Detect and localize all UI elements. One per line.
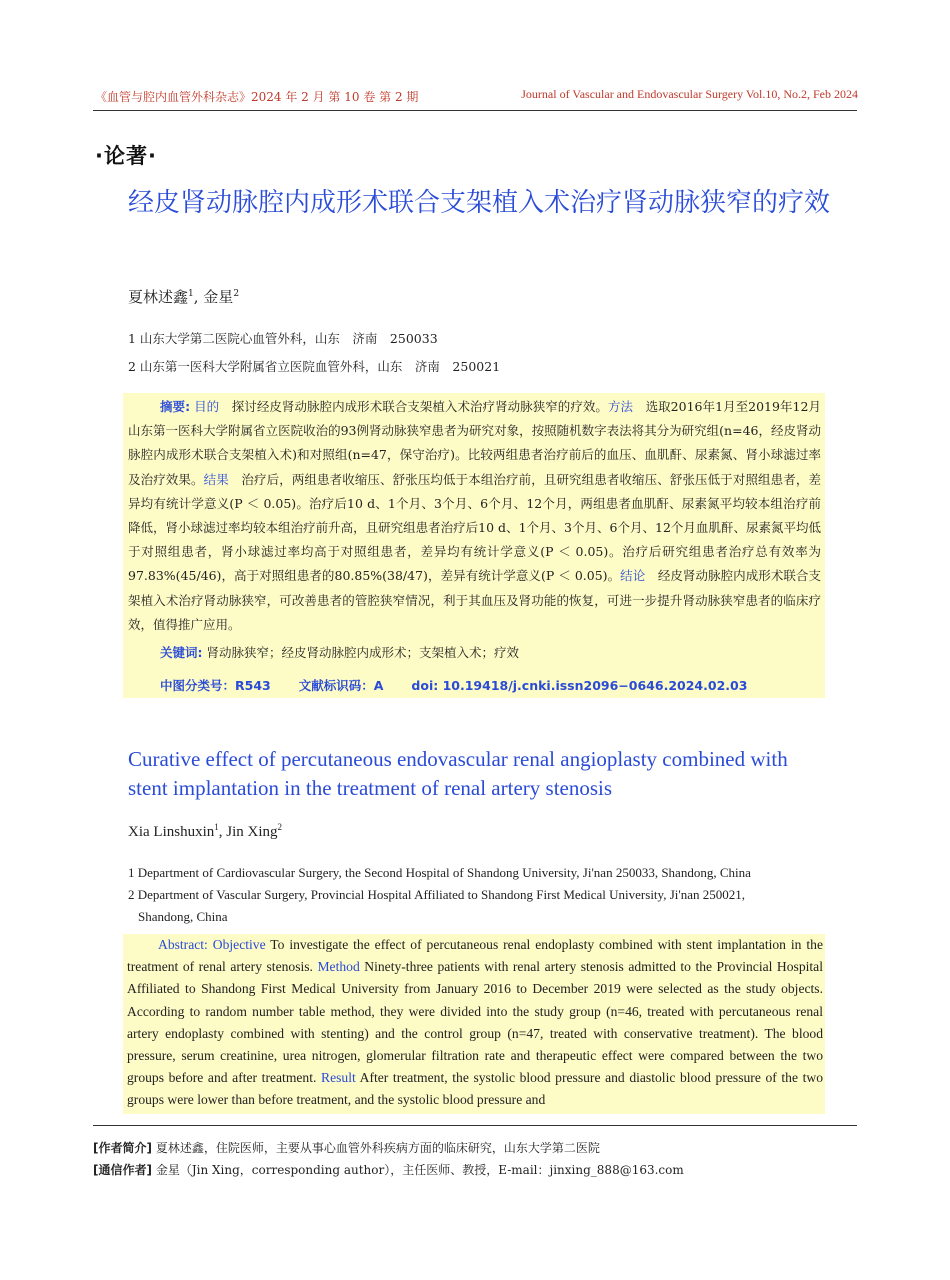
cn-keywords-label: 关键词:: [160, 645, 203, 660]
en-affiliation-1: 1 Department of Cardiovascular Surgery, the Second Hospital of Shandong University, Ji'nan 250033, Shandong, China: [128, 865, 751, 880]
en-authors: [128, 822, 282, 841]
footer-bio-text: 夏林述鑫，住院医师，主要从事心血管外科疾病方面的临床研究，山东大学第二医院: [155, 1141, 600, 1155]
cn-abstract-text: [128, 395, 821, 637]
en-author-2: Jin Xing: [226, 824, 278, 840]
cn-classification: [160, 676, 775, 694]
en-author-1: Xia Linshuxin: [128, 824, 215, 840]
en-author-2-sup: 2: [277, 822, 283, 832]
cn-doc-code: 文献标识码：A: [298, 678, 384, 693]
footer-corr-label: [通信作者]: [93, 1163, 152, 1177]
en-result-label: Result: [321, 1070, 356, 1086]
en-author-1-sup: 1: [214, 822, 219, 832]
en-objective-label: Objective: [212, 937, 266, 952]
footer-corr-text: 金星（Jin Xing，corresponding author），主任医师、教授，E-mail：jinxing_888@163.com: [155, 1163, 684, 1177]
en-method-text: Ninety-three patients with renal artery stenosis admitted to the Provincial Hospital Affiliated to Shandong First Medical University from January 2016 to December 2019 were selected as the study objects. According to random number table method, they were divided into the study group (n=46, treated with percutaneous renal artery endoplasty combined with stenting) and the control group (n=47, treated with conservative treatment). The blood pressure, serum creatinine, urea nitrogen, glomerular filtration rate and therapeutic effect were compared between the two groups before and after treatment.: [127, 959, 823, 1086]
cn-keywords: [160, 643, 519, 661]
cn-conclusion-text: 经皮肾动脉腔内成形术联合支架植入术治疗肾动脉狭窄，可改善患者的管腔狭窄情况，利于其血压及肾功能的恢复，可进一步提升肾动脉狭窄患者的临床疗效，值得推广应用。: [128, 568, 821, 632]
cn-abstract-box: [123, 393, 825, 698]
cn-author-2-sup: 2: [233, 289, 240, 299]
cn-title: 经皮肾动脉腔内成形术联合支架植入术治疗肾动脉狭窄的疗效: [128, 188, 831, 218]
footer-corr: [93, 1161, 684, 1178]
en-title: Curative effect of percutaneous endovascular renal angioplasty combined with stent implantation in the treatment of renal artery stenosis: [128, 747, 788, 800]
journal-header-en: Journal of Vascular and Endovascular Surgery Vol.10, No.2, Feb 2024: [521, 87, 858, 101]
footer-bio: [93, 1139, 600, 1156]
en-abstract-label: Abstract:: [158, 937, 208, 952]
cn-author-1: 夏林述鑫: [128, 288, 189, 306]
cn-conclusion-label: 结论: [620, 568, 646, 584]
cn-author-1-sup: 1: [188, 289, 194, 299]
cn-authors: [128, 286, 239, 307]
journal-header-cn: 《血管与腔内血管外科杂志》2024 年 2 月 第 10 卷 第 2 期: [95, 90, 419, 104]
cn-method-text: 选取2016年1月至2019年12月山东第一医科大学附属省立医院收治的93例肾动脉狭窄患者为研究对象，按照随机数字表法将其分为研究组(n=46，经皮肾动脉腔内成形术联合支架植入术)和对照组(n=47，保守治疗)。比较两组患者治疗前后的血压、血肌酐、尿素氮、肾小球滤过率及治疗效果。: [128, 399, 821, 487]
en-abstract-box: [123, 934, 825, 1114]
cn-result-label: 结果: [203, 471, 229, 487]
cn-method-label: 方法: [607, 399, 634, 414]
cn-objective-label: 目的: [194, 399, 220, 414]
cn-abstract-label: 摘要:: [160, 399, 191, 414]
en-affiliation-2-cont: Shandong, China: [138, 909, 228, 924]
cn-keywords-text: 肾动脉狭窄；经皮肾动脉腔内成形术；支架植入术；疗效: [206, 645, 519, 660]
en-objective-text: To investigate the effect of percutaneous renal endoplasty combined with stent implantation in the treatment of renal artery stenosis.: [127, 937, 823, 975]
cn-clc: 中图分类号：R543: [160, 678, 271, 693]
cn-result-text: 治疗后，两组患者收缩压、舒张压均低于本组治疗前，且研究组患者收缩压、舒张压低于对照组患者，差异均有统计学意义(P ＜ 0.05)。治疗后10 d、1个月、3个月、6个月、12个月，两组患者血肌酐、尿素氮平均较本组治疗前降低，肾小球滤过率均较本组治疗前升高，且研究组患者治疗后10 d、1个月、3个月、6个月、12个月血肌酐、尿素氮平均低于对照组患者，肾小球滤过率均高于对照组患者，差异均有统计学意义(P ＜ 0.05)。治疗后研究组患者治疗总有效率为97.83%(45/46)，高于对照组患者的80.85%(38/47)，差异有统计学意义(P ＜ 0.05)。: [128, 471, 821, 584]
header-rule: [93, 110, 857, 111]
en-result-text: After treatment, the systolic blood pressure and diastolic blood pressure of the two groups were lower than before treatment, and the systolic blood pressure and: [127, 1070, 823, 1108]
footer-bio-label: [作者简介]: [93, 1141, 152, 1155]
cn-affiliation-1: 1 山东大学第二医院心血管外科，山东 济南 250033: [128, 331, 438, 346]
cn-doi: doi: 10.19418/j.cnki.issn2096−0646.2024.02.03: [411, 678, 748, 693]
section-label: ·论著·: [95, 144, 157, 168]
cn-author-2: 金星: [203, 288, 234, 306]
cn-objective-text: 探讨经皮肾动脉腔内成形术联合支架植入术治疗肾动脉狭窄的疗效。: [219, 399, 608, 414]
cn-author-sep: ,: [193, 288, 204, 306]
en-abstract-text: [127, 934, 823, 1112]
en-author-sep: ,: [218, 824, 227, 840]
cn-affiliation-2: 2 山东第一医科大学附属省立医院血管外科，山东 济南 250021: [128, 359, 501, 374]
en-affiliation-2: 2 Department of Vascular Surgery, Provincial Hospital Affiliated to Shandong First Medical University, Ji'nan 250021,: [128, 887, 745, 902]
footer-rule: [93, 1125, 857, 1126]
en-method-label: Method: [317, 959, 360, 975]
